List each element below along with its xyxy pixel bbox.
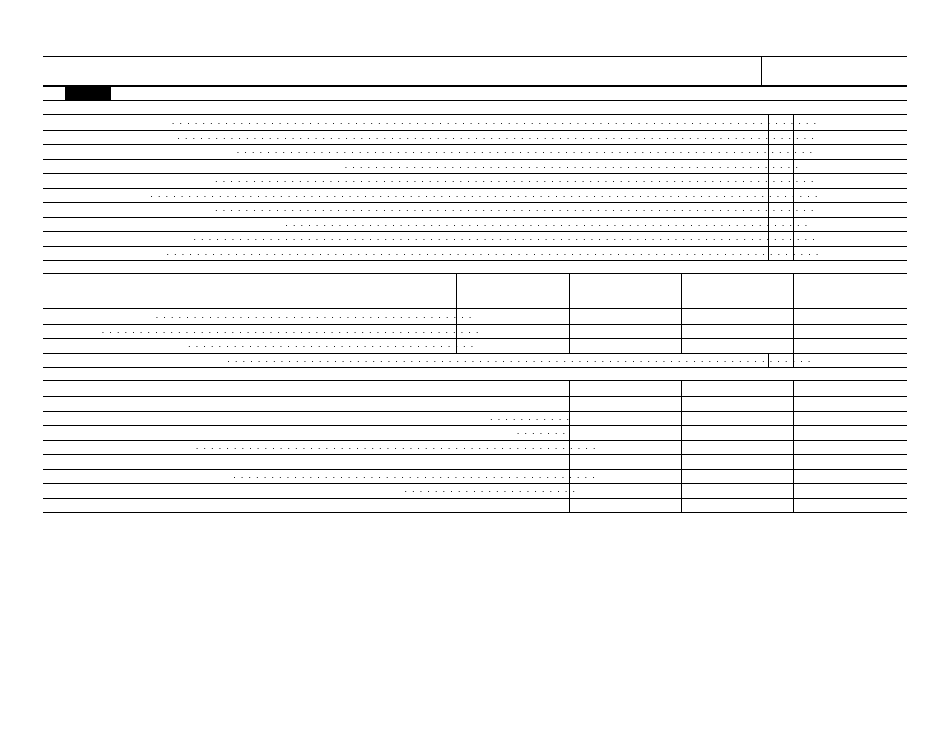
leader-dots: ....................... xyxy=(404,484,581,495)
leader-dots: .......................................... xyxy=(155,310,477,321)
amount-field-col-b[interactable] xyxy=(569,324,682,339)
leader-dots: ............................................................................... xyxy=(215,203,819,214)
line-row xyxy=(43,353,907,369)
line-row xyxy=(43,338,907,354)
line-row xyxy=(43,324,907,340)
line-box-label xyxy=(768,202,794,217)
line-box-label xyxy=(768,231,794,246)
amount-field-col-a[interactable] xyxy=(456,324,570,339)
dei-field xyxy=(569,454,682,469)
line-box-label xyxy=(768,130,794,145)
dei-field[interactable] xyxy=(569,469,682,484)
amount-field-col-a[interactable] xyxy=(456,338,570,353)
line-row xyxy=(43,309,907,325)
leader-dots: ..................................................................................... xyxy=(171,116,822,127)
line-box-label xyxy=(768,115,794,130)
amount-field-col-c[interactable] xyxy=(681,324,794,339)
amount-field[interactable] xyxy=(793,202,907,217)
leader-dots: ...................................... xyxy=(188,339,479,350)
line-box-label xyxy=(768,188,794,203)
dei-field[interactable] xyxy=(569,498,682,513)
dei-field[interactable] xyxy=(569,425,682,440)
part-header xyxy=(43,86,907,101)
line-row xyxy=(43,454,907,470)
amount-field[interactable] xyxy=(793,159,907,174)
leader-dots: ..................................................... xyxy=(195,440,601,452)
ein-field[interactable] xyxy=(761,57,908,85)
amount-field[interactable] xyxy=(793,246,907,261)
line-row xyxy=(43,396,907,412)
amount-field[interactable] xyxy=(793,144,907,159)
line-row xyxy=(43,469,907,485)
leader-dots: ..................................................................... xyxy=(285,217,813,229)
amount-field-col-b[interactable] xyxy=(569,338,682,353)
leader-dots: ............................................................................... xyxy=(215,174,819,185)
line-box-label xyxy=(768,353,794,368)
total-field[interactable] xyxy=(793,483,908,498)
fddei-field xyxy=(681,396,794,411)
section3-column-header xyxy=(43,381,907,397)
line-row xyxy=(43,498,907,514)
section2-column-header xyxy=(43,274,907,309)
amount-field[interactable] xyxy=(793,231,907,246)
leader-dots: ........... xyxy=(489,411,574,423)
dei-field[interactable] xyxy=(569,411,682,426)
fddei-field[interactable] xyxy=(681,483,794,498)
line-row xyxy=(43,159,907,175)
amount-field[interactable] xyxy=(793,115,907,130)
line-row xyxy=(43,217,907,233)
leader-dots: ................................................ xyxy=(233,469,600,481)
leader-dots: .................................................................................... xyxy=(177,130,819,142)
leader-dots: ....... xyxy=(516,426,571,437)
amount-field[interactable] xyxy=(793,188,907,203)
line-row xyxy=(43,115,907,131)
total-field xyxy=(793,396,908,411)
fddei-field[interactable] xyxy=(681,440,794,455)
line-box-label xyxy=(768,217,794,232)
line-row xyxy=(43,440,907,456)
leader-dots: ............................................................ xyxy=(344,159,803,171)
dei-field xyxy=(569,396,682,411)
dei-field[interactable] xyxy=(569,483,682,498)
amount-field[interactable] xyxy=(793,353,907,368)
line-row xyxy=(43,144,907,160)
total-field[interactable] xyxy=(793,425,908,440)
part-badge xyxy=(65,86,111,100)
line-row xyxy=(43,483,907,499)
line-box-label xyxy=(768,144,794,159)
leader-dots: ........................................................................................ xyxy=(150,188,823,200)
line-row xyxy=(43,202,907,218)
total-field[interactable] xyxy=(793,440,908,455)
leader-dots: ...................................................................................... xyxy=(166,246,824,258)
leader-dots: .................................................. xyxy=(101,324,484,336)
line-row xyxy=(43,411,907,427)
leader-dots: .................................................................................. xyxy=(193,232,820,243)
fddei-field[interactable] xyxy=(681,498,794,513)
amount-field-col-d[interactable] xyxy=(793,309,908,324)
total-field[interactable] xyxy=(793,498,908,513)
total-field xyxy=(793,454,908,469)
total-field[interactable] xyxy=(793,469,908,484)
total-field[interactable] xyxy=(793,411,908,426)
amount-field-col-c[interactable] xyxy=(681,338,794,353)
fddei-field[interactable] xyxy=(681,425,794,440)
line-box-label xyxy=(768,159,794,174)
dei-field[interactable] xyxy=(569,440,682,455)
line-row xyxy=(43,130,907,146)
line-box-label xyxy=(768,246,794,261)
line-box-label xyxy=(768,173,794,188)
name-ein-row xyxy=(43,56,907,87)
line-row xyxy=(43,173,907,189)
amount-field[interactable] xyxy=(793,173,907,188)
leader-dots: ............................................................................. xyxy=(227,353,816,365)
amount-field[interactable] xyxy=(793,217,907,232)
amount-field[interactable] xyxy=(793,130,907,145)
amount-field-col-a[interactable] xyxy=(456,309,570,324)
line-row xyxy=(43,188,907,204)
amount-field-col-c[interactable] xyxy=(681,309,794,324)
amount-field-col-d[interactable] xyxy=(793,338,908,353)
amount-field-col-d[interactable] xyxy=(793,324,908,339)
line-row xyxy=(43,425,907,441)
leader-dots: ............................................................................ xyxy=(236,145,818,156)
line-row xyxy=(43,231,907,247)
fddei-field[interactable] xyxy=(681,469,794,484)
amount-field-col-b[interactable] xyxy=(569,309,682,324)
fddei-field[interactable] xyxy=(681,411,794,426)
line-row xyxy=(43,246,907,262)
fddei-field xyxy=(681,454,794,469)
